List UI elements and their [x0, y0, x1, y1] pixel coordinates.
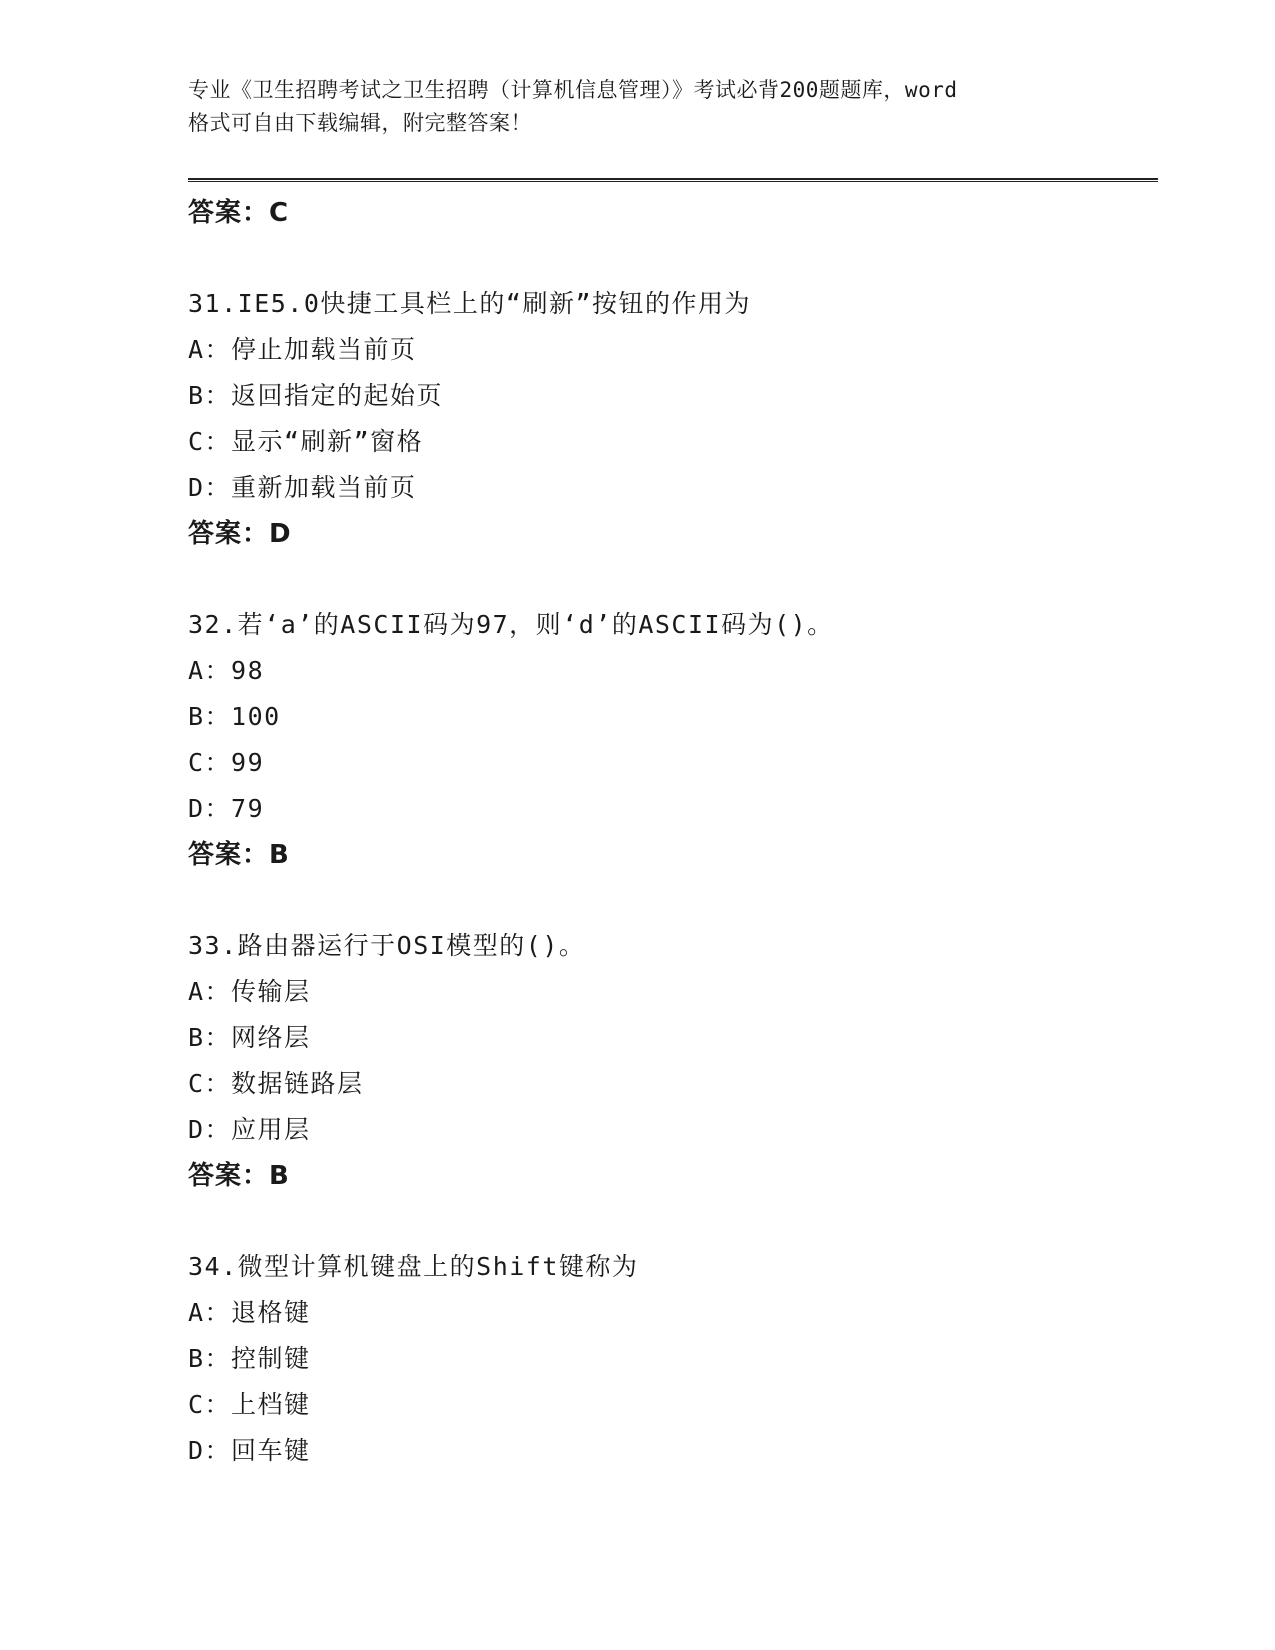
question-block-32: [188, 602, 1158, 878]
option-d: D：应用层: [188, 1115, 311, 1144]
question-text: 33.路由器运行于OSI模型的()。: [188, 931, 586, 960]
option-b: B：返回指定的起始页: [188, 381, 444, 410]
option-b: B：控制键: [188, 1344, 311, 1373]
option-a: A：停止加载当前页: [188, 335, 417, 364]
question-text: 31.IE5.0快捷工具栏上的“刷新”按钮的作用为: [188, 289, 752, 318]
document-header: [188, 74, 1088, 140]
option-c: C：上档键: [188, 1390, 311, 1419]
spacer: [188, 1199, 1158, 1244]
spacer: [188, 236, 1158, 281]
option-c: C：显示“刷新”窗格: [188, 427, 424, 456]
option-d: D：重新加载当前页: [188, 473, 417, 502]
option-a: A：98: [188, 656, 265, 685]
question-block-31: [188, 281, 1158, 557]
question-block-34: [188, 1244, 1158, 1474]
question-block-33: [188, 923, 1158, 1199]
option-b: B：100: [188, 702, 281, 731]
spacer: [188, 557, 1158, 602]
spacer: [188, 878, 1158, 923]
option-c: C：数据链路层: [188, 1069, 364, 1098]
previous-answer: 答案：C: [188, 198, 290, 228]
option-c: C：99: [188, 748, 265, 777]
option-d: D：回车键: [188, 1436, 311, 1465]
option-b: B：网络层: [188, 1023, 311, 1052]
question-list: [188, 190, 1158, 1474]
header-line-1: 专业《卫生招聘考试之卫生招聘（计算机信息管理）》考试必背200题题库，word: [188, 78, 958, 102]
answer-text: 答案：B: [188, 840, 290, 870]
header-divider: [188, 178, 1158, 182]
option-a: A：退格键: [188, 1298, 311, 1327]
answer-text: 答案：B: [188, 1161, 290, 1191]
header-line-2: 格式可自由下载编辑，附完整答案！: [188, 111, 532, 135]
answer-text: 答案：D: [188, 519, 292, 549]
question-text: 34.微型计算机键盘上的Shift键称为: [188, 1252, 639, 1281]
option-d: D：79: [188, 794, 265, 823]
option-a: A：传输层: [188, 977, 311, 1006]
question-text: 32.若‘a’的ASCII码为97，则‘d’的ASCII码为()。: [188, 610, 834, 639]
